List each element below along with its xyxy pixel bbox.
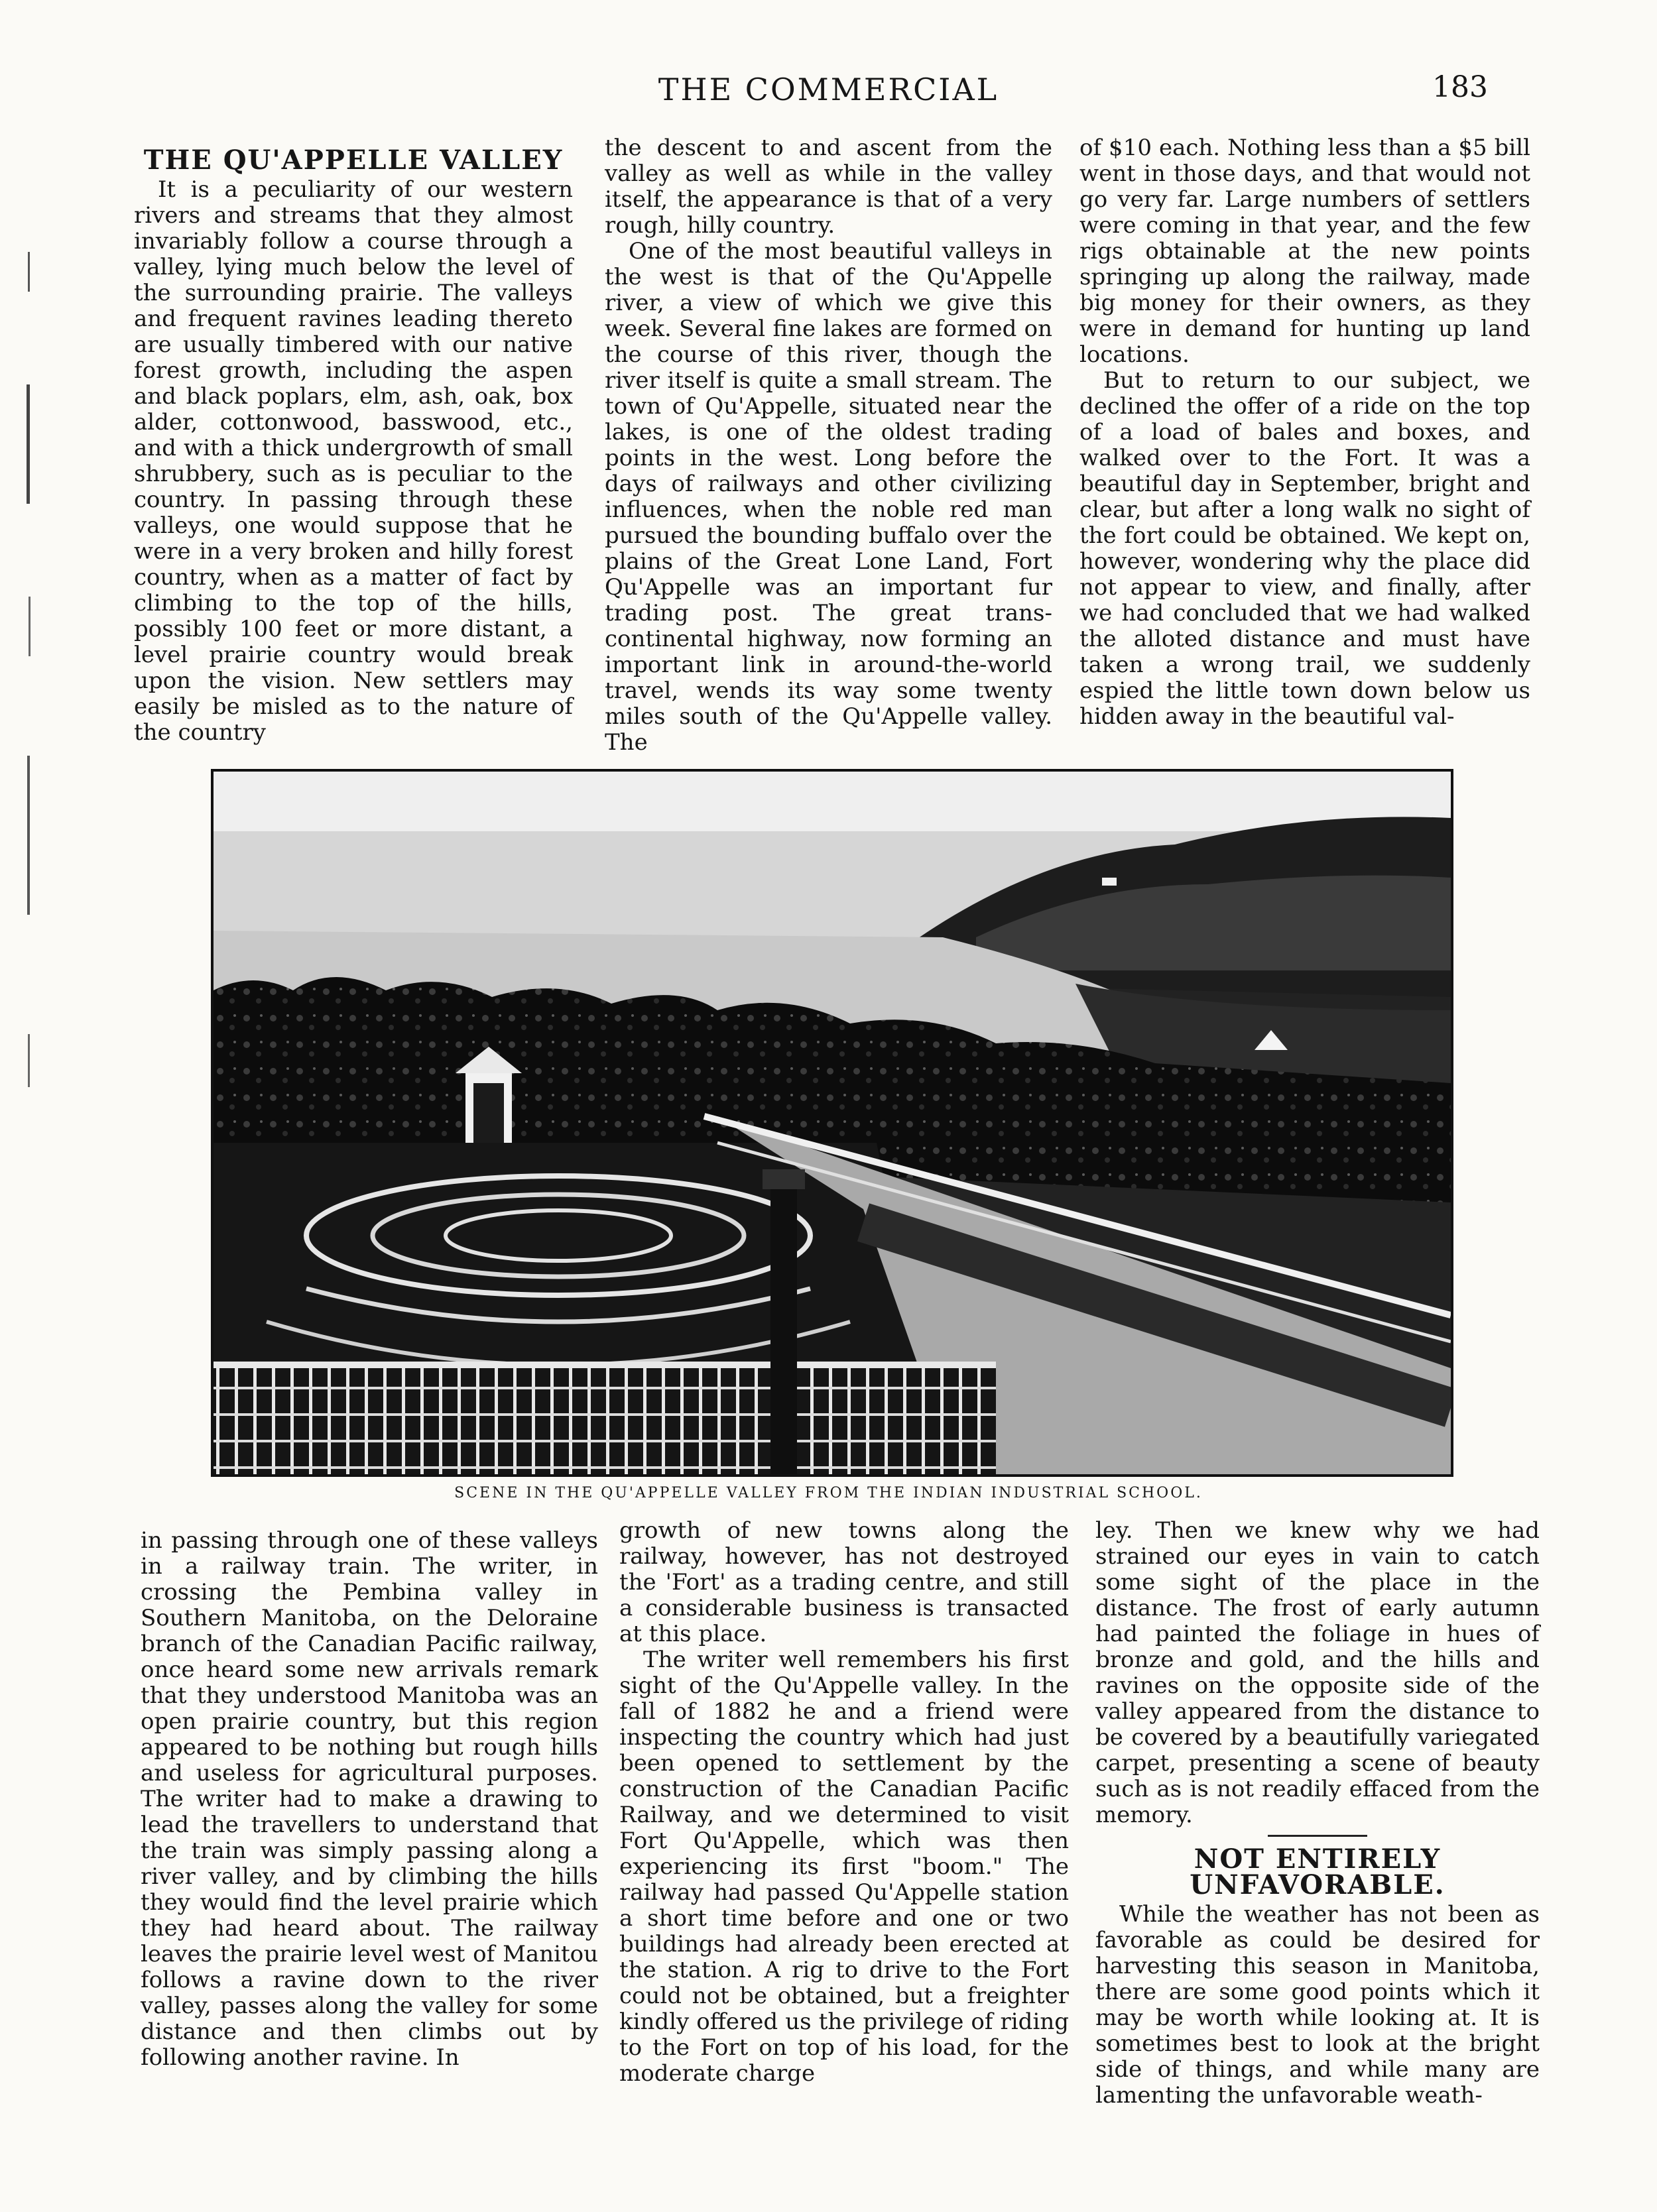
article-column-3 bbox=[1079, 135, 1530, 730]
article-paragraph: While the weather has not been as favorable as could be desired for harvesting this season in Manitoba, there are some good points which it may be worth while looking at. It is sometimes best to look at the bright side of things, and while many are lamenting the unfavorable weath- bbox=[1095, 1901, 1540, 2109]
photo-caption: SCENE IN THE QU'APPELLE VALLEY FROM THE INDIAN INDUSTRIAL SCHOOL. bbox=[454, 1485, 1203, 1501]
scan-edge-marks bbox=[25, 252, 34, 1114]
article-title-not-entirely-unfavorable: NOT ENTIRELY UNFAVORABLE. bbox=[1190, 1843, 1445, 1900]
article-column-4 bbox=[141, 1528, 598, 2071]
article-paragraph: The writer well remembers his first sight of the Qu'Appelle valley. In the fall of 1882 he and a friend were inspecting the country which had just been opened to settlement by the construction of the Canadian Pacific Railway, and we determined to visit Fort Qu'Appelle, which was then experiencing its first "boom." The railway had passed Qu'Appelle station a short time before and one or two buildings had already been erected at the station. A rig to drive to the Fort could not be obtained, but a freighter kindly offered us the privilege of riding to the Fort on top of his load, for the moderate charge bbox=[619, 1647, 1069, 2087]
article-paragraph: One of the most beautiful valleys in the west is that of the Qu'Appelle river, a view of which we give this week. Several fine lakes are formed on the course of this river, though the river itself is quite a small stream. The town of Qu'Appelle, situated near the lakes, is one of the oldest trading points in the west. Long before the days of railways and other civilizing influences, when the noble red man pursued the bounding buffalo over the plains of the Great Lone Land, Fort Qu'Appelle was an important fur trading post. The great trans-continental highway, now forming an important link in around-the-world travel, wends its way some twenty miles south of the Qu'Appelle valley. The bbox=[605, 238, 1052, 756]
article-paragraph: the descent to and ascent from the valley as well as while in the valley itself, the appearance is that of a very rough, hilly country. bbox=[605, 135, 1052, 239]
section-divider bbox=[1268, 1835, 1367, 1837]
article-paragraph: ley. Then we knew why we had strained our eyes in vain to catch some sight of the place in the distance. The frost of early autumn had painted the foliage in hues of bronze and gold, and the hills and ravines on the opposite side of the valley appeared from the distance to be covered by a beautifully variegated carpet, presenting a scene of beauty such as is not readily effaced from the memory. bbox=[1095, 1517, 1540, 1828]
valley-photograph bbox=[211, 769, 1453, 1477]
valley-landscape-illustration bbox=[214, 772, 1451, 1474]
article-paragraph: of $10 each. Nothing less than a $5 bill went in those days, and that would not go very far. Large numbers of settlers were coming in that year, and the few rigs obtainable at the new points springing up along the railway, made big money for their owners, as they were in demand for hunting up land locations. bbox=[1079, 135, 1530, 368]
article-title: THE QU'APPELLE VALLEY bbox=[143, 145, 564, 176]
article-column-6 bbox=[1095, 1518, 1540, 2109]
page-header-title: THE COMMERCIAL bbox=[658, 72, 999, 107]
article-paragraph: growth of new towns along the railway, however, has not destroyed the 'Fort' as a trading centre, and still a considerable business is transacted at this place. bbox=[619, 1517, 1069, 1647]
article-paragraph: It is a peculiarity of our western rivers and streams that they almost invariably follow a course through a valley, lying much below the level of the surrounding prairie. The valleys and frequent ravines leading thereto are usually timbered with our native forest growth, including the aspen and black poplars, elm, ash, oak, box alder, cottonwood, basswood, etc., and with a thick undergrowth of small shrubbery, such as is peculiar to the country. In passing through these valleys, one would suppose that he were in a very broken and hilly forest country, when as a matter of fact by climbing to the top of the hills, possibly 100 feet or more distant, a level prairie country would break upon the vision. New settlers may easily be misled as to the nature of the country bbox=[134, 176, 573, 746]
article-column-2 bbox=[605, 135, 1052, 756]
page-number: 183 bbox=[1432, 70, 1488, 104]
article-column-1 bbox=[134, 147, 573, 746]
article-paragraph: in passing through one of these valleys in a railway train. The writer, in crossing the Pembina valley in Southern Manitoba, on the Deloraine branch of the Canadian Pacific railway, once heard some new arrivals remark that they understood Manitoba was an open prairie country, but this region appeared to be nothing but rough hills and useless for agricultural purposes. The writer had to make a drawing to lead the travellers to understand that the train was simply passing along a river valley, and by climbing the hills they would find the level prairie which they had heard about. The railway leaves the prairie level west of Manitou follows a ravine down to the river valley, passes along the valley for some distance and then climbs out by following another ravine. In bbox=[141, 1527, 598, 2071]
article-paragraph: But to return to our subject, we declined the offer of a ride on the top of a load of bales and boxes, and walked over to the Fort. It was a beautiful day in September, bright and clear, but after a long walk no sight of the fort could be obtained. We kept on, however, wondering why the place did not appear to view, and finally, after we had concluded that we had walked the alloted distance and must have taken a wrong trail, we suddenly espied the little town down below us hidden away in the beautiful val- bbox=[1079, 367, 1530, 730]
article-column-5 bbox=[619, 1518, 1069, 2087]
